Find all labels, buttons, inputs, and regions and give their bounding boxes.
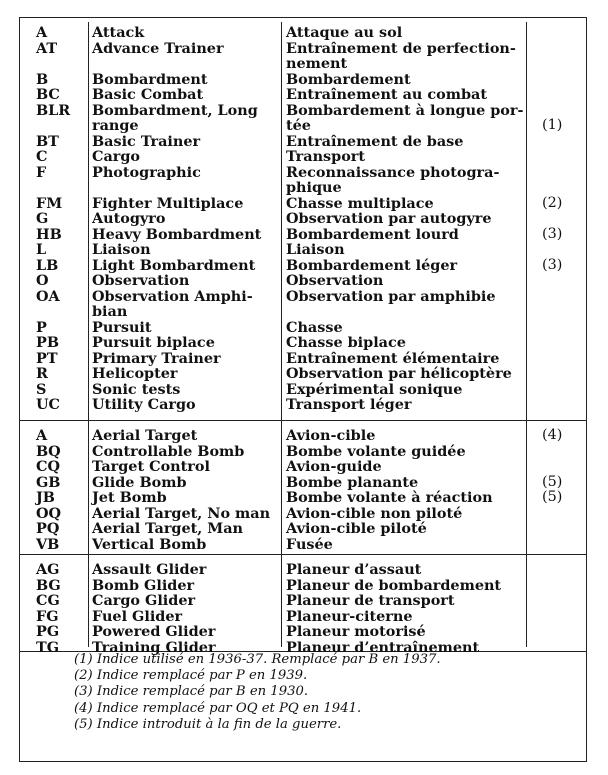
english-name: Powered Glider	[92, 623, 216, 640]
french-name: Avion-cible non piloté	[286, 504, 463, 522]
english-name: Jet Bomb	[92, 489, 167, 506]
french-name: Bombardement à longue por-	[286, 101, 524, 119]
french-name: Attaque au sol	[286, 24, 403, 41]
footnote-3: (3) Indice remplacé par B en 1930.	[74, 684, 309, 700]
english-name: Utility Cargo	[92, 396, 196, 413]
english-name: Attack	[92, 24, 145, 41]
footnote-4: (4) Indice remplacé par OQ et PQ en 1941.	[74, 700, 362, 716]
french-name: Planeur de bombardement	[286, 576, 502, 594]
french-name: tée	[286, 117, 311, 134]
designation-code: VB	[36, 535, 60, 553]
french-name: phique	[286, 179, 342, 196]
designation-code: AT	[36, 39, 58, 57]
designation-code: L	[36, 241, 47, 258]
footnote-ref: (2)	[542, 194, 563, 211]
english-name: Pursuit biplace	[92, 334, 215, 351]
designation-code: F	[36, 163, 47, 181]
designation-code: A	[36, 24, 48, 41]
english-name: Photographic	[92, 163, 201, 181]
english-name: Aerial Target, No man	[92, 504, 271, 522]
footnote-1: (1) Indice utilisé en 1936-37. Remplacé par B en 1937.	[74, 652, 441, 667]
english-name: Fighter Multiplace	[92, 194, 244, 212]
designation-code: A	[36, 427, 48, 444]
english-name: Liaison	[92, 241, 151, 258]
french-name: Chasse	[286, 318, 343, 336]
section-divider-1	[20, 420, 586, 421]
english-name: Autogyro	[92, 210, 166, 227]
french-name: Bombe volante guidée	[286, 442, 466, 460]
french-name: Chasse biplace	[286, 334, 406, 351]
english-name: Controllable Bomb	[92, 442, 245, 460]
french-name: Avion-cible piloté	[286, 520, 427, 537]
french-name: Entraînement au combat	[286, 86, 487, 103]
french-name: Planeur d’assaut	[286, 561, 422, 578]
designation-code: BG	[36, 576, 61, 594]
footnote-ref: (5)	[542, 473, 563, 490]
english-name: Aerial Target	[92, 427, 198, 444]
english-name: Light Bombardment	[92, 256, 256, 274]
designation-code: UC	[36, 396, 61, 413]
footnote-ref: (1)	[542, 117, 563, 133]
french-name: Avion-cible	[286, 427, 376, 444]
french-name: Expérimental sonique	[286, 380, 463, 398]
french-name: Observation par amphibie	[286, 287, 496, 305]
designation-code: PG	[36, 623, 60, 640]
designation-code: AG	[36, 561, 60, 578]
designation-code: CG	[36, 592, 60, 609]
french-name: Bombardement	[286, 70, 411, 88]
french-name: Entraînement de base	[286, 132, 464, 150]
french-name: Liaison	[286, 241, 345, 258]
french-name: Chasse multiplace	[286, 194, 434, 212]
french-name: Bombe planante	[286, 473, 419, 491]
designation-code: HB	[36, 225, 62, 243]
french-name: Avion-guide	[286, 458, 382, 475]
english-name: Primary Trainer	[92, 349, 221, 367]
english-name: Aerial Target, Man	[92, 520, 244, 537]
english-name: Training Glider	[92, 638, 216, 656]
designation-code: FG	[36, 607, 59, 625]
footnote-ref: (4)	[542, 427, 563, 443]
designation-code: FM	[36, 194, 63, 212]
english-name: Basic Trainer	[92, 132, 201, 150]
designation-code: BT	[36, 132, 59, 150]
french-name: Bombardement lourd	[286, 225, 459, 243]
designation-code: B	[36, 70, 49, 88]
designation-code: C	[36, 148, 48, 165]
designation-code: BQ	[36, 442, 61, 460]
english-name: Vertical Bomb	[92, 535, 207, 553]
designation-code: BLR	[36, 101, 71, 119]
designation-code: JB	[36, 489, 55, 506]
french-name: Planeur motorisé	[286, 623, 426, 640]
designation-code: TG	[36, 638, 59, 656]
french-name: Bombardement léger	[286, 256, 458, 274]
english-name: Target Control	[92, 458, 210, 475]
footnote-ref: (3)	[542, 225, 563, 242]
french-name: Entraînement de perfection-	[286, 39, 516, 57]
designation-code: PB	[36, 334, 59, 351]
french-name: Observation par autogyre	[286, 210, 492, 227]
designation-code: GB	[36, 473, 61, 491]
french-name: nement	[286, 55, 348, 72]
footnote-5: (5) Indice introduit à la fin de la guerre.	[74, 716, 342, 732]
footnote-ref: (3)	[542, 256, 563, 273]
footnotes	[74, 652, 441, 733]
french-name: Bombe volante à réaction	[286, 489, 493, 506]
french-name: Entraînement élémentaire	[286, 349, 500, 367]
french-name: Transport léger	[286, 396, 412, 413]
english-name: Fuel Glider	[92, 607, 183, 625]
french-name: Observation par hélicoptère	[286, 365, 512, 382]
section-divider-2	[20, 554, 586, 555]
designation-code: G	[36, 210, 49, 227]
english-name: Advance Trainer	[92, 39, 224, 57]
english-name: Heavy Bombardment	[92, 225, 262, 243]
designation-table	[19, 17, 587, 762]
french-name: Planeur de transport	[286, 592, 455, 609]
english-name: Pursuit	[92, 318, 152, 336]
designation-code: PT	[36, 349, 58, 367]
english-name: Observation	[92, 272, 190, 289]
designation-code: CQ	[36, 458, 60, 475]
french-name: Planeur d’entraînement	[286, 638, 480, 656]
designation-code: OQ	[36, 504, 62, 522]
french-name: Reconnaissance photogra-	[286, 163, 500, 181]
designation-code: O	[36, 272, 49, 289]
footnote-ref: (5)	[542, 489, 563, 505]
designation-code: LB	[36, 256, 59, 274]
english-name: Helicopter	[92, 365, 178, 382]
designation-code: PQ	[36, 520, 60, 537]
designation-code: BC	[36, 86, 60, 103]
english-name: Bomb Glider	[92, 576, 195, 594]
english-name: Sonic tests	[92, 380, 181, 398]
english-name: Assault Glider	[92, 561, 207, 578]
english-name: Cargo	[92, 148, 141, 165]
english-name: Observation Amphi-	[92, 287, 253, 305]
french-name: Fusée	[286, 535, 333, 553]
french-name: Transport	[286, 148, 366, 165]
designation-code: S	[36, 380, 47, 398]
french-name: Planeur-citerne	[286, 607, 413, 625]
footnote-2: (2) Indice remplacé par P en 1939.	[74, 668, 308, 684]
english-name: Bombardment, Long	[92, 101, 258, 119]
english-name: range	[92, 117, 139, 134]
designation-code: R	[36, 365, 48, 382]
designation-code: OA	[36, 287, 60, 305]
english-name: Basic Combat	[92, 86, 204, 103]
english-name: bian	[92, 303, 128, 320]
designation-code: P	[36, 318, 47, 336]
english-name: Cargo Glider	[92, 592, 196, 609]
english-name: Bombardment	[92, 70, 208, 88]
french-name: Observation	[286, 272, 384, 289]
english-name: Glide Bomb	[92, 473, 187, 491]
